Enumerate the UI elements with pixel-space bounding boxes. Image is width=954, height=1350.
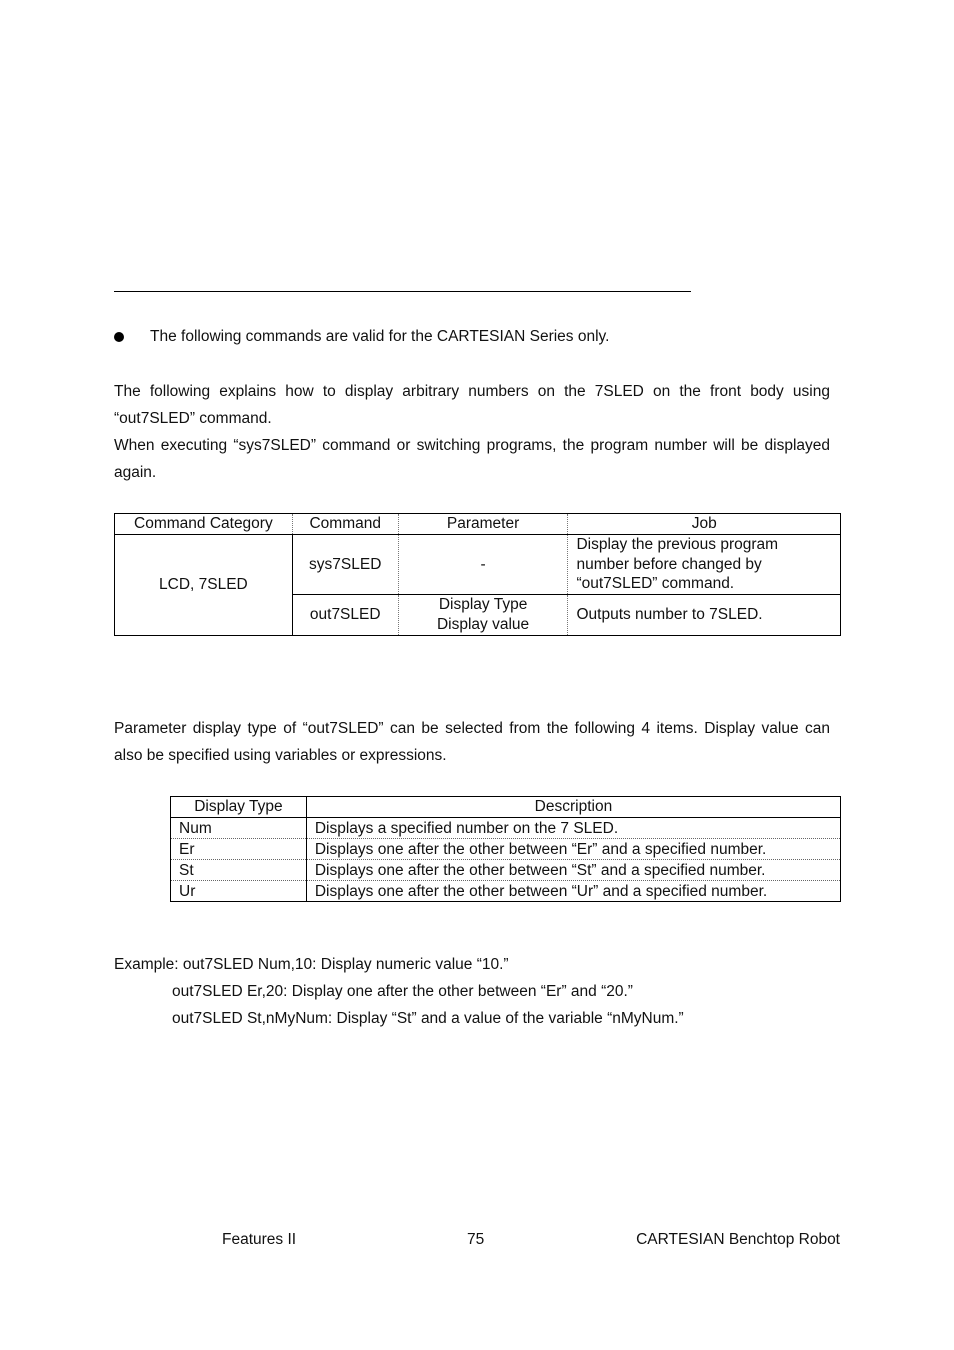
example-line-1: Example: out7SLED Num,10: Display numeric value “10.” [114, 956, 509, 973]
table-row [115, 535, 841, 595]
parameter-cell [398, 594, 568, 635]
header-job: Job [568, 514, 841, 535]
job-cell [568, 535, 841, 595]
parameter-line: Display Type [438, 596, 528, 613]
parameter-line: Display value [436, 615, 530, 633]
parameter-cell: - [398, 535, 568, 595]
job-line: Display the previous program [576, 536, 779, 553]
job-cell: Outputs number to 7SLED. [568, 594, 841, 635]
table-row [171, 839, 841, 860]
display-type-table [170, 796, 841, 902]
display-table-header [171, 797, 841, 818]
description-cell: Displays one after the other between “Er” and a specified number. [306, 839, 840, 860]
header-command: Command [292, 514, 398, 535]
command-cell: out7SLED [309, 605, 381, 623]
description-cell: Displays a specified number on the 7 SLED. [314, 819, 619, 837]
display-type-cell: Ur [171, 881, 307, 902]
intro-paragraph-1: The following explains how to display arbitrary numbers on the 7SLED on the front body using “out7SLED” command. [114, 383, 830, 427]
example-line-2: out7SLED Er,20: Display one after the other between “Er” and “20.” [172, 983, 633, 1000]
header-command-category: Command Category [115, 514, 293, 535]
page-number: 75 [467, 1231, 485, 1248]
intro-paragraph-2: When executing “sys7SLED” command or switching programs, the program number will be displayed again. [114, 437, 830, 481]
header-description: Description [306, 797, 840, 818]
command-table-header [115, 514, 841, 535]
footer-section-title: Features II [222, 1231, 297, 1248]
example-line-3: out7SLED St,nMyNum: Display “St” and a value of the variable “nMyNum.” [172, 1010, 684, 1027]
header-display-type: Display Type [171, 797, 307, 818]
table-row [171, 860, 841, 881]
header-parameter: Parameter [398, 514, 568, 535]
display-type-cell: Er [171, 839, 307, 860]
display-type-cell: St [171, 860, 307, 881]
description-cell: Displays one after the other between “St” and a specified number. [306, 860, 840, 881]
command-cell: sys7SLED [292, 535, 398, 595]
parameter-paragraph: Parameter display type of “out7SLED” can be selected from the following 4 items. Display value can also be specified using variables or expressions. [114, 720, 830, 764]
section-divider [114, 291, 691, 292]
command-table [114, 513, 841, 636]
category-cell: LCD, 7SLED [115, 535, 293, 636]
display-type-cell: Num [171, 818, 307, 839]
table-row [171, 881, 841, 902]
job-line: number before changed by [576, 555, 762, 573]
note-bullet [114, 327, 830, 347]
description-cell: Displays one after the other between “Ur” and a specified number. [306, 881, 840, 902]
footer-product-name: CARTESIAN Benchtop Robot [636, 1231, 840, 1248]
note-text: The following commands are valid for the CARTESIAN Series only. [150, 328, 610, 345]
bullet-icon [114, 332, 124, 342]
table-row [171, 818, 841, 839]
job-line: “out7SLED” command. [576, 575, 735, 592]
